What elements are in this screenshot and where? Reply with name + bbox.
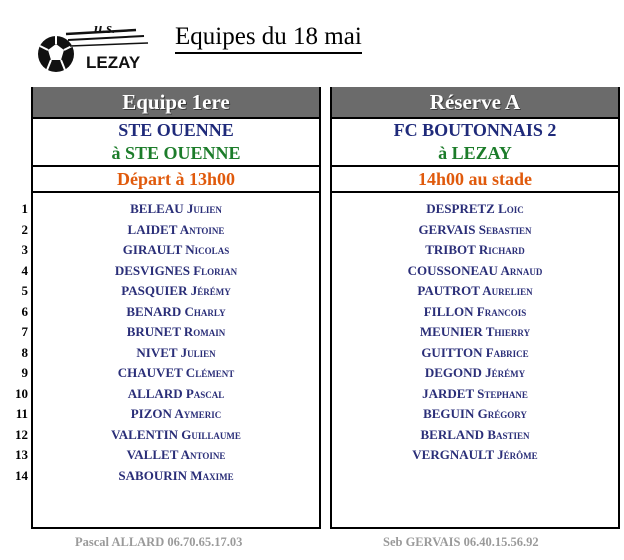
player-name: PIZON Aymeric [130, 406, 222, 421]
player-name: BERLAND Bastien [420, 426, 530, 442]
row-number: 10 [15, 385, 28, 401]
player-name: DESPRETZ Loic [426, 201, 524, 216]
player-name: BELEAU Julien [130, 201, 222, 216]
club-logo [36, 22, 152, 78]
row-number: 9 [21, 365, 28, 380]
contact-left: Pascal ALLARD 06.70.65.17.03 [75, 535, 243, 549]
meeting-time: 14h00 au stade [332, 167, 618, 193]
player-name: VALENTIN Guillaume [111, 426, 241, 442]
player-name: COUSSONEAU Arnaud [407, 262, 543, 278]
team-column-reserve-a [330, 87, 620, 529]
row-number: 8 [21, 344, 28, 360]
logo-text-bottom: LEZAY [86, 53, 141, 72]
player-name: ALLARD Pascal [127, 385, 225, 401]
player-name: PASQUIER Jérémy [121, 283, 231, 298]
opponent-name: FC BOUTONNAIS 2 [393, 120, 557, 140]
player-name: VERGNAULT Jérôme [412, 447, 538, 462]
row-number: 6 [21, 303, 28, 319]
team-name: Equipe 1ere [33, 87, 319, 119]
player-name: DESVIGNES Florian [114, 262, 238, 278]
player-name: BEGUIN Grégory [423, 406, 527, 421]
player-name: SABOURIN Maxime [118, 467, 234, 483]
player-name: CHAUVET Clément [117, 365, 235, 380]
player-name: MEUNIER Thierry [419, 324, 531, 339]
team-column-equipe-1ere [31, 87, 321, 529]
row-number: 5 [21, 283, 28, 298]
match-info [332, 119, 618, 167]
row-number: 4 [21, 262, 28, 278]
match-venue: à STE OUENNE [111, 143, 241, 163]
player-name: BENARD Charly [126, 303, 226, 319]
team-name: Réserve A [332, 87, 618, 119]
row-number: 3 [21, 242, 28, 257]
row-number: 14 [15, 467, 28, 483]
row-number: 13 [15, 447, 28, 462]
player-list [332, 199, 618, 466]
player-name: DEGOND Jérémy [424, 365, 526, 380]
player-name: GUITTON Fabrice [421, 344, 529, 360]
meeting-time: Départ à 13h00 [33, 167, 319, 193]
match-info [33, 119, 319, 167]
page-title: Equipes du 18 mai [175, 22, 362, 54]
player-name: TRIBOT Richard [425, 242, 525, 257]
soccer-ball-icon [38, 36, 74, 72]
player-name: GIRAULT Nicolas [122, 242, 230, 257]
player-name: VALLET Antoine [126, 447, 226, 462]
player-name: PAUTROT Aurelien [417, 283, 533, 298]
player-list [33, 199, 319, 486]
row-number: 12 [15, 426, 28, 442]
row-number: 2 [21, 221, 28, 237]
player-name: FILLON Francois [423, 303, 527, 319]
player-name: NIVET Julien [136, 344, 216, 360]
opponent-name: STE OUENNE [118, 120, 234, 140]
player-name: GERVAIS Sebastien [418, 221, 532, 237]
player-name: LAIDET Antoine [127, 221, 225, 237]
player-name: BRUNET Romain [126, 324, 226, 339]
contact-right: Seb GERVAIS 06.40.15.56.92 [383, 535, 539, 549]
match-venue: à LEZAY [438, 143, 512, 163]
player-name: JARDET Stephane [422, 385, 528, 401]
row-number: 11 [15, 406, 28, 421]
logo-text-top: u.s. [94, 22, 116, 37]
row-number: 1 [21, 201, 28, 216]
row-number: 7 [21, 324, 28, 339]
row-numbers [6, 199, 28, 486]
